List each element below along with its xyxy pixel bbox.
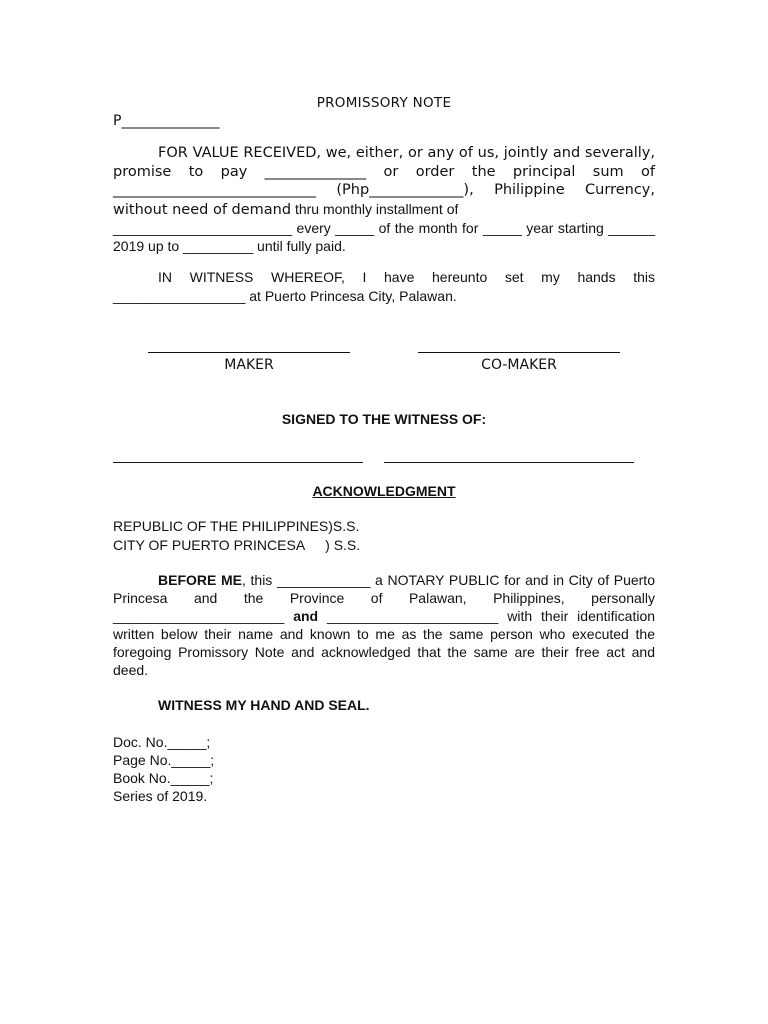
installment-text: thru monthly installment of xyxy=(291,200,459,217)
signed-to-witness-heading: SIGNED TO THE WITNESS OF: xyxy=(281,411,487,427)
person-blank-2: ______________________ xyxy=(327,608,499,624)
notarial-register-block xyxy=(113,733,655,805)
comaker-label: CO-MAKER xyxy=(481,357,557,373)
series: Series of 2019. xyxy=(113,788,208,804)
value-received-paragraph xyxy=(113,144,655,219)
maker-label: MAKER xyxy=(224,357,274,373)
amount-blank: P______________ xyxy=(113,113,220,129)
venue-city: CITY OF PUERTO PRINCESA xyxy=(113,537,306,553)
before-me-text-2: with their identification written below their name and known to me as the same person who executed the foregoing Promissory Note and acknowledged that the same are their free act and deed. xyxy=(113,608,656,678)
acknowledgment-heading: ACKNOWLEDGMENT xyxy=(312,483,456,499)
maker-signature-line xyxy=(148,352,350,353)
value-received-text: FOR VALUE RECEIVED, we, either, or any of us, jointly and severally, promise to pay ______________ or order the principal sum of ____________________________ (Php_____________), Philippine Currency, without need of demand xyxy=(113,145,655,218)
comaker-signature-block xyxy=(418,338,620,373)
maker-signature-block xyxy=(148,338,350,373)
venue-block xyxy=(113,517,655,555)
venue-ss: ) S.S. xyxy=(325,537,361,553)
book-no: Book No._____; xyxy=(113,770,214,786)
comaker-signature-line xyxy=(418,352,620,353)
signature-row xyxy=(113,338,655,378)
page-no: Page No._____; xyxy=(113,752,215,768)
before-me-bold: BEFORE ME xyxy=(158,572,242,588)
witness-whereof-paragraph: IN WITNESS WHEREOF, I have hereunto set my hands this _________________ at Puerto Princesa City, Palawan. xyxy=(113,269,655,304)
person-blank-1: ______________________ xyxy=(113,608,285,624)
witness-line-1 xyxy=(113,462,363,463)
document-page xyxy=(113,0,655,1024)
venue-line-2 xyxy=(113,536,655,555)
venue-line-1: REPUBLIC OF THE PHILIPPINES)S.S. xyxy=(113,518,360,534)
document-title: PROMISSORY NOTE xyxy=(316,95,452,111)
before-me-text-1: , this ____________ a NOTARY PUBLIC for and in City of Puerto Princesa and the Province of Palawan, Philippines, personally xyxy=(113,572,655,606)
witness-hand-seal: WITNESS MY HAND AND SEAL. xyxy=(158,697,370,713)
payment-terms-paragraph: _______________________ every _____ of the month for _____ year starting ______ 2019 up to _________ until fully paid. xyxy=(113,220,655,254)
witness-line-2 xyxy=(384,462,634,463)
doc-no: Doc. No._____; xyxy=(113,734,211,750)
before-me-paragraph xyxy=(113,571,655,679)
witness-lines-row xyxy=(113,448,655,468)
and-bold: and xyxy=(293,608,319,624)
